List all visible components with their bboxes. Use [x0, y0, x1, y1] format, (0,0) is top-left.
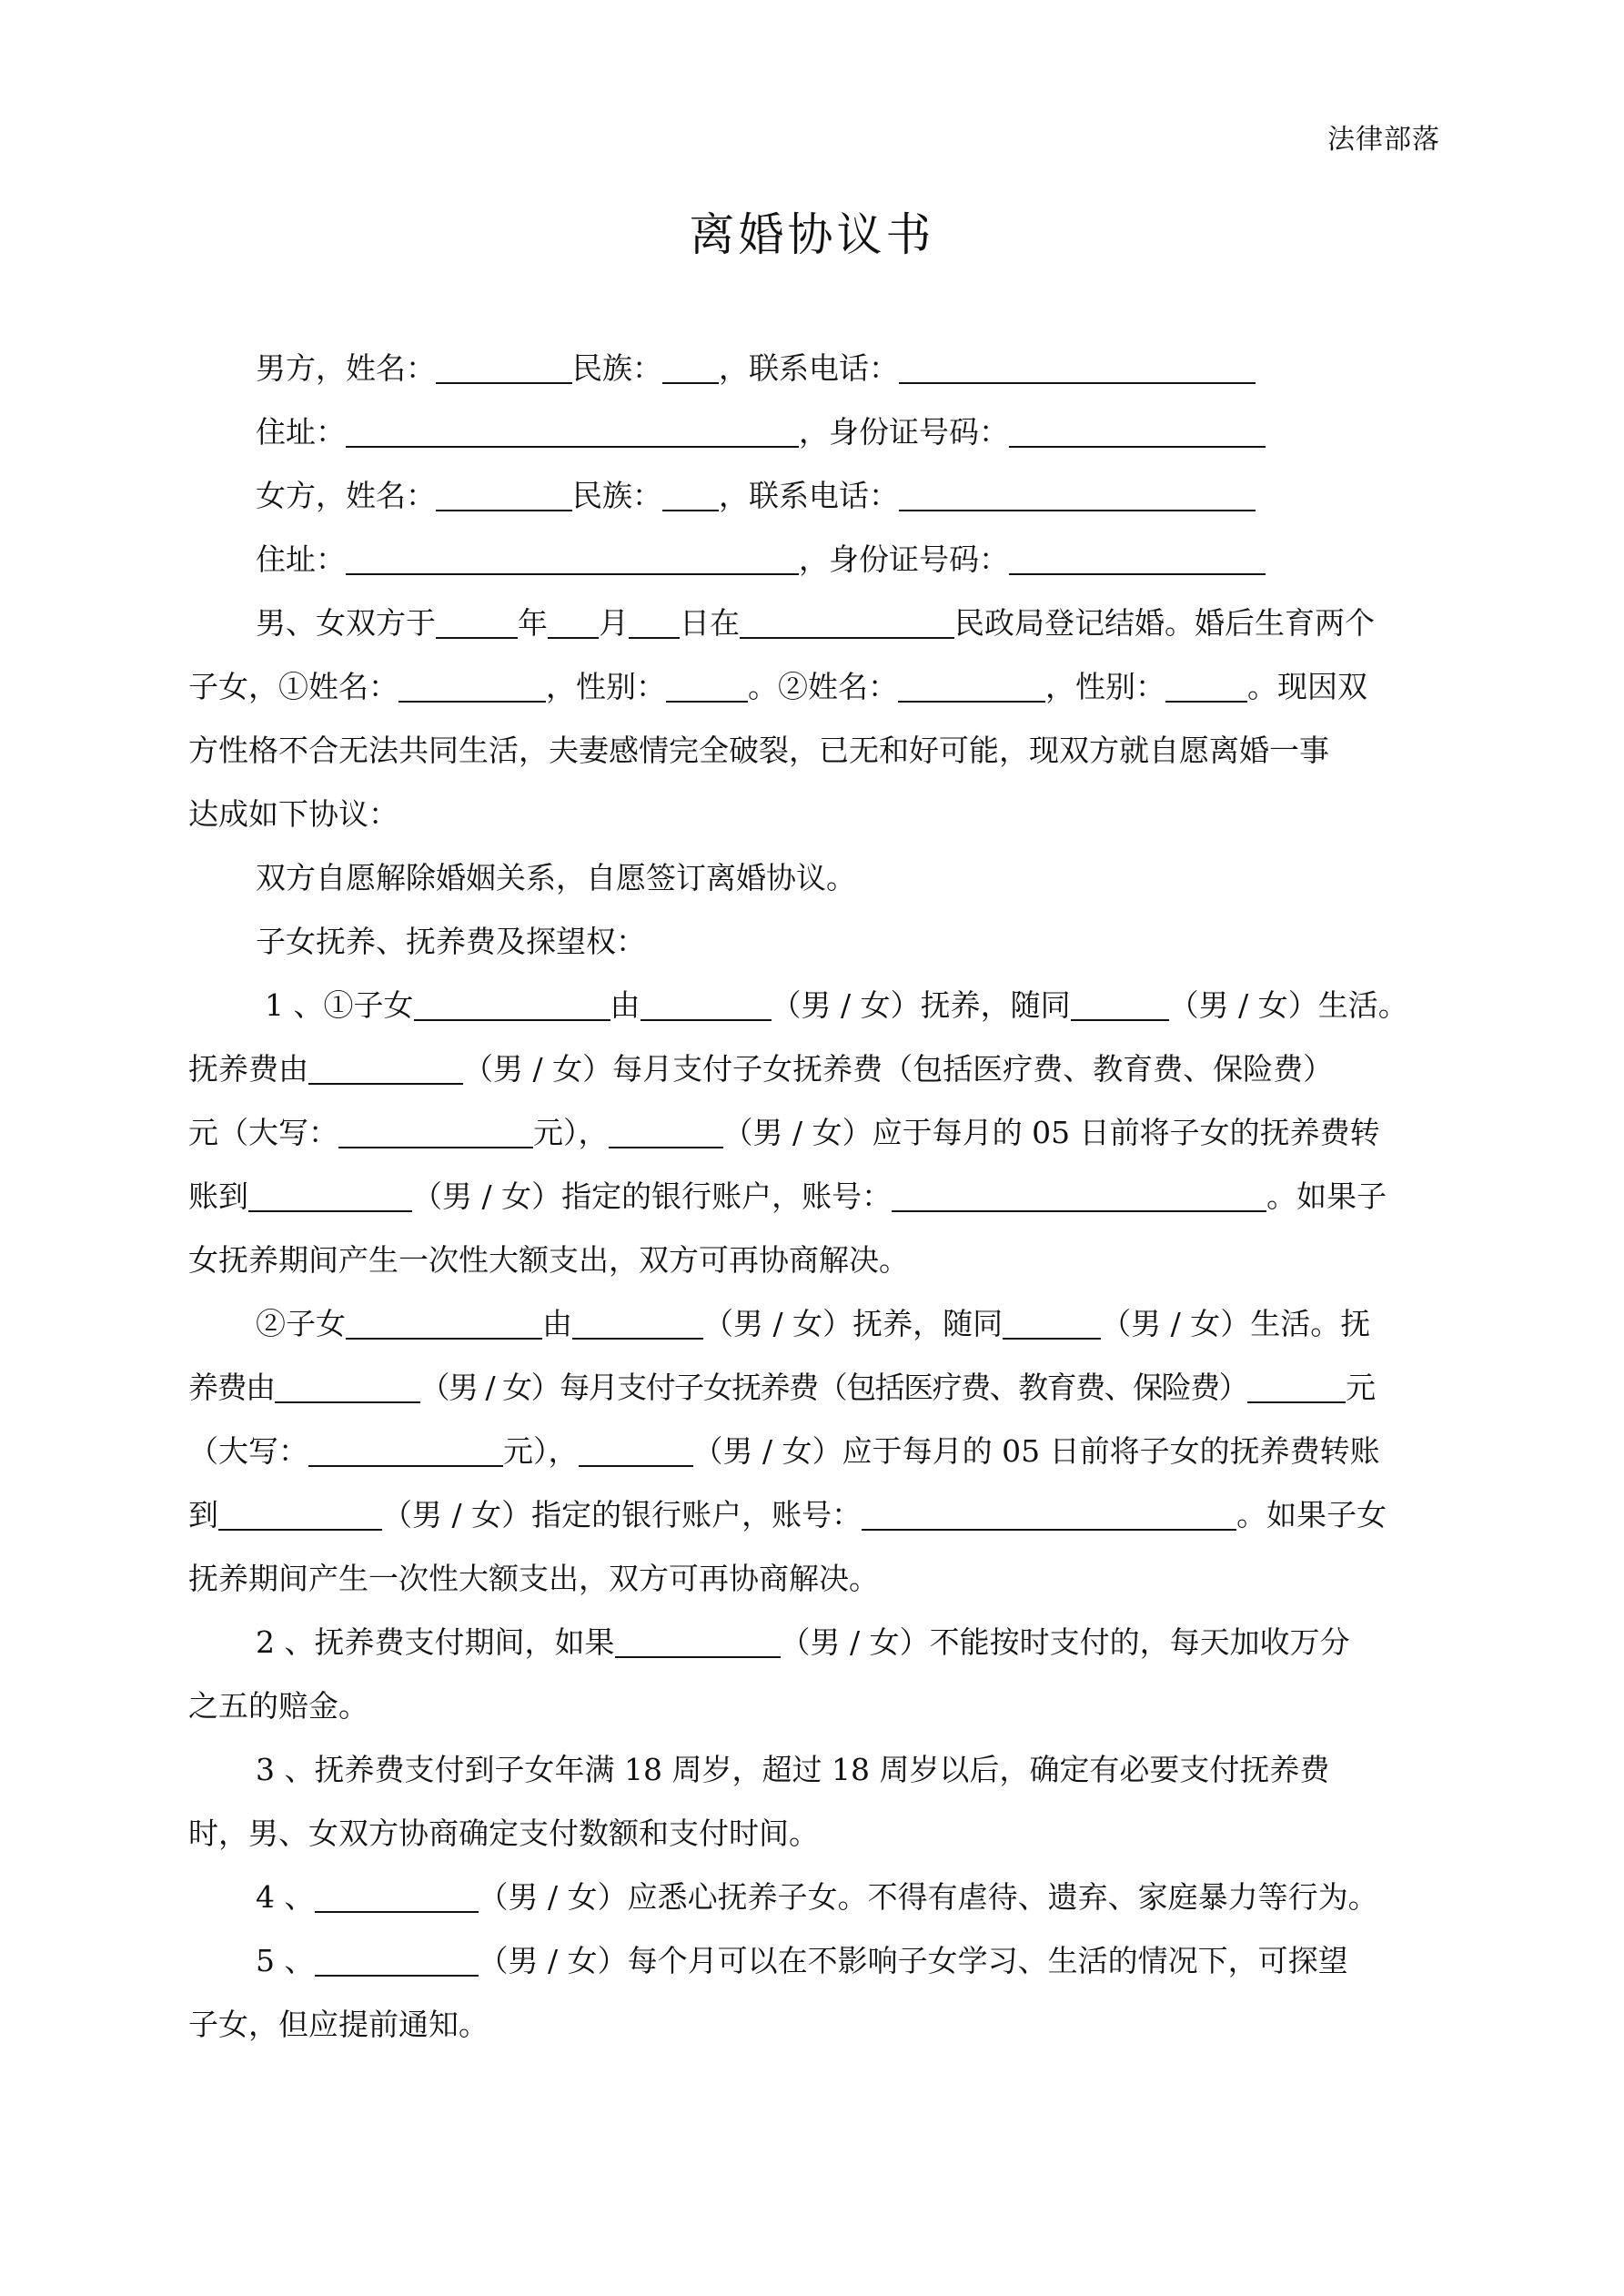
header-tag: 法律部落 [1327, 124, 1440, 156]
female-address-blank[interactable] [346, 533, 799, 575]
clause2-line-1 [188, 1611, 1442, 1674]
clause1a-line-4 [188, 1165, 1442, 1229]
visitor-blank[interactable] [315, 1935, 479, 1977]
text: （男 / 女）每月支付子女抚养费（包括医疗费、教育费、保险费） [463, 1051, 1334, 1087]
male-info-line [188, 337, 1442, 400]
text: 1 、①子女 [265, 987, 414, 1023]
text: 抚养费由 [188, 1051, 308, 1087]
child1-transferrer-blank[interactable] [609, 1107, 723, 1148]
child2-amount-blank[interactable] [1247, 1361, 1346, 1403]
label: 住址： [256, 414, 346, 450]
child2-raised-by-blank[interactable] [572, 1298, 703, 1340]
male-phone-blank[interactable] [899, 342, 1256, 384]
text: ②子女 [256, 1306, 346, 1341]
male-name-blank[interactable] [436, 342, 572, 384]
child1-live-with-blank[interactable] [1071, 979, 1169, 1021]
child1-recipient-blank[interactable] [248, 1170, 412, 1212]
text: 年 [518, 605, 548, 641]
custody-heading: 子女抚养、抚养费及探望权： [256, 924, 646, 959]
text: 元）， [533, 1115, 609, 1150]
text: （男 / 女）生活。 [1168, 987, 1408, 1023]
clause1b-line-1 [188, 1292, 1442, 1356]
child2-recipient-blank[interactable] [218, 1489, 382, 1531]
label: 住址： [256, 541, 346, 577]
text: （男 / 女）指定的银行账户，账号： [412, 1178, 893, 1214]
female-id-blank[interactable] [1009, 533, 1266, 575]
label: ，联系电话： [719, 350, 899, 386]
male-ethnicity-blank[interactable] [662, 342, 719, 384]
civil-affairs-bureau-blank[interactable] [740, 597, 954, 639]
female-address-line [188, 528, 1442, 592]
child2-transferrer-blank[interactable] [579, 1425, 693, 1467]
female-ethnicity-blank[interactable] [662, 470, 719, 511]
clause1b-line-3 [188, 1420, 1442, 1483]
text: 5 、 [256, 1943, 315, 1978]
text: 4 、 [256, 1879, 315, 1915]
text: 2 、抚养费支付期间，如果 [256, 1624, 615, 1660]
child2-name-blank[interactable] [898, 661, 1045, 703]
text: ，性别： [546, 669, 666, 704]
female-info-line [188, 464, 1442, 528]
child2-blank[interactable] [346, 1298, 542, 1340]
label: ，身份证号码： [799, 414, 1009, 450]
text: 日在 [680, 605, 740, 641]
clause1a-line-2 [188, 1037, 1442, 1101]
text: 到 [188, 1497, 218, 1532]
child1-name-blank[interactable] [398, 661, 546, 703]
month-blank[interactable] [548, 597, 599, 639]
clause5-line-1 [188, 1929, 1442, 1993]
clause2-line-2: 之五的赔金。 [188, 1688, 368, 1724]
female-name-blank[interactable] [436, 470, 572, 511]
label: ，联系电话： [719, 478, 899, 513]
clause1b-line-2 [188, 1356, 1442, 1420]
text: 元（大写： [188, 1115, 338, 1150]
child2-live-with-blank[interactable] [1003, 1298, 1101, 1340]
day-blank[interactable] [629, 597, 680, 639]
text: （男 / 女）生活。抚 [1101, 1306, 1371, 1341]
child1-raised-by-blank[interactable] [641, 979, 772, 1021]
child2-gender-blank[interactable] [1165, 661, 1247, 703]
clause1b-line-4 [188, 1483, 1442, 1547]
text: （大写： [188, 1433, 308, 1469]
text: （男 / 女）不能按时支付的，每天加收万分 [780, 1624, 1350, 1660]
text: 男、女双方于 [256, 605, 436, 641]
clause5-line-2: 子女，但应提前通知。 [188, 2007, 489, 2042]
male-address-blank[interactable] [346, 406, 799, 448]
clause1b-line-5: 抚养期间产生一次性大额支出，双方可再协商解决。 [188, 1561, 879, 1596]
clause3-line-1: 3 、抚养费支付到子女年满 18 周岁，超过 18 周岁以后，确定有必要支付抚养费 [256, 1752, 1330, 1787]
child2-account-blank[interactable] [862, 1489, 1236, 1531]
text: 。如果子 [1266, 1178, 1387, 1214]
text: （男 / 女）指定的银行账户，账号： [382, 1497, 862, 1532]
clause4-line-1 [188, 1866, 1442, 1929]
text: 。现因双 [1247, 669, 1367, 704]
clause1a-line-3 [188, 1101, 1442, 1165]
text: （男 / 女）应悉心抚养子女。不得有虐待、遗弃、家庭暴力等行为。 [478, 1879, 1378, 1915]
intro-line-3: 方性格不合无法共同生活，夫妻感情完全破裂，已无和好可能，现双方就自愿离婚一事 [188, 733, 1329, 768]
text: （男 / 女）每月支付子女抚养费（包括医疗费、教育费、保险费） [419, 1370, 1248, 1405]
child1-payer-blank[interactable] [308, 1043, 463, 1085]
text: 由 [610, 987, 641, 1023]
male-address-line [188, 400, 1442, 464]
text: （男 / 女）应于每月的 05 日前将子女的抚养费转 [722, 1115, 1380, 1150]
late-payer-blank[interactable] [615, 1616, 781, 1658]
text: （男 / 女）抚养，随同 [771, 987, 1071, 1023]
text: ，性别： [1045, 669, 1165, 704]
year-blank[interactable] [436, 597, 518, 639]
child1-account-blank[interactable] [892, 1170, 1266, 1212]
caregiver-blank[interactable] [315, 1871, 479, 1913]
clause3-line-2: 时，男、女双方协商确定支付数额和支付时间。 [188, 1816, 819, 1851]
clause1a-line-5: 女抚养期间产生一次性大额支出，双方可再协商解决。 [188, 1242, 909, 1278]
label: 民族： [572, 350, 662, 386]
intro-line-4: 达成如下协议： [188, 796, 398, 832]
male-id-blank[interactable] [1009, 406, 1266, 448]
text: 。②姓名： [748, 669, 898, 704]
female-phone-blank[interactable] [899, 470, 1256, 511]
text: 元 [1346, 1370, 1375, 1405]
text: 月 [599, 605, 629, 641]
child2-amount-words-blank[interactable] [308, 1425, 503, 1467]
label: 民族： [572, 478, 662, 513]
text: 元）， [503, 1433, 579, 1469]
child1-blank[interactable] [414, 979, 610, 1021]
text: 账到 [188, 1178, 248, 1214]
intro-line-2 [188, 655, 1442, 719]
intro-line-1 [188, 592, 1442, 655]
clause1a-line-1 [188, 974, 1442, 1037]
child1-gender-blank[interactable] [666, 661, 748, 703]
text: （男 / 女）应于每月的 05 日前将子女的抚养费转账 [692, 1433, 1380, 1469]
child1-amount-words-blank[interactable] [338, 1107, 533, 1148]
text: 由 [542, 1306, 572, 1341]
dissolution-statement: 双方自愿解除婚姻关系，自愿签订离婚协议。 [256, 860, 856, 895]
label: ，身份证号码： [799, 541, 1009, 577]
document-body [188, 337, 1442, 2057]
child2-payer-blank[interactable] [275, 1361, 420, 1403]
text: 。如果子女 [1236, 1497, 1387, 1532]
text: 子女，①姓名： [188, 669, 398, 704]
text: 养费由 [188, 1370, 275, 1405]
label: 女方，姓名： [256, 478, 436, 513]
text: （男 / 女）抚养，随同 [703, 1306, 1004, 1341]
label: 男方，姓名： [256, 350, 436, 386]
text: （男 / 女）每个月可以在不影响子女学习、生活的情况下，可探望 [478, 1943, 1348, 1978]
text: 民政局登记结婚。婚后生育两个 [954, 605, 1375, 641]
document-title: 离婚协议书 [689, 208, 935, 261]
